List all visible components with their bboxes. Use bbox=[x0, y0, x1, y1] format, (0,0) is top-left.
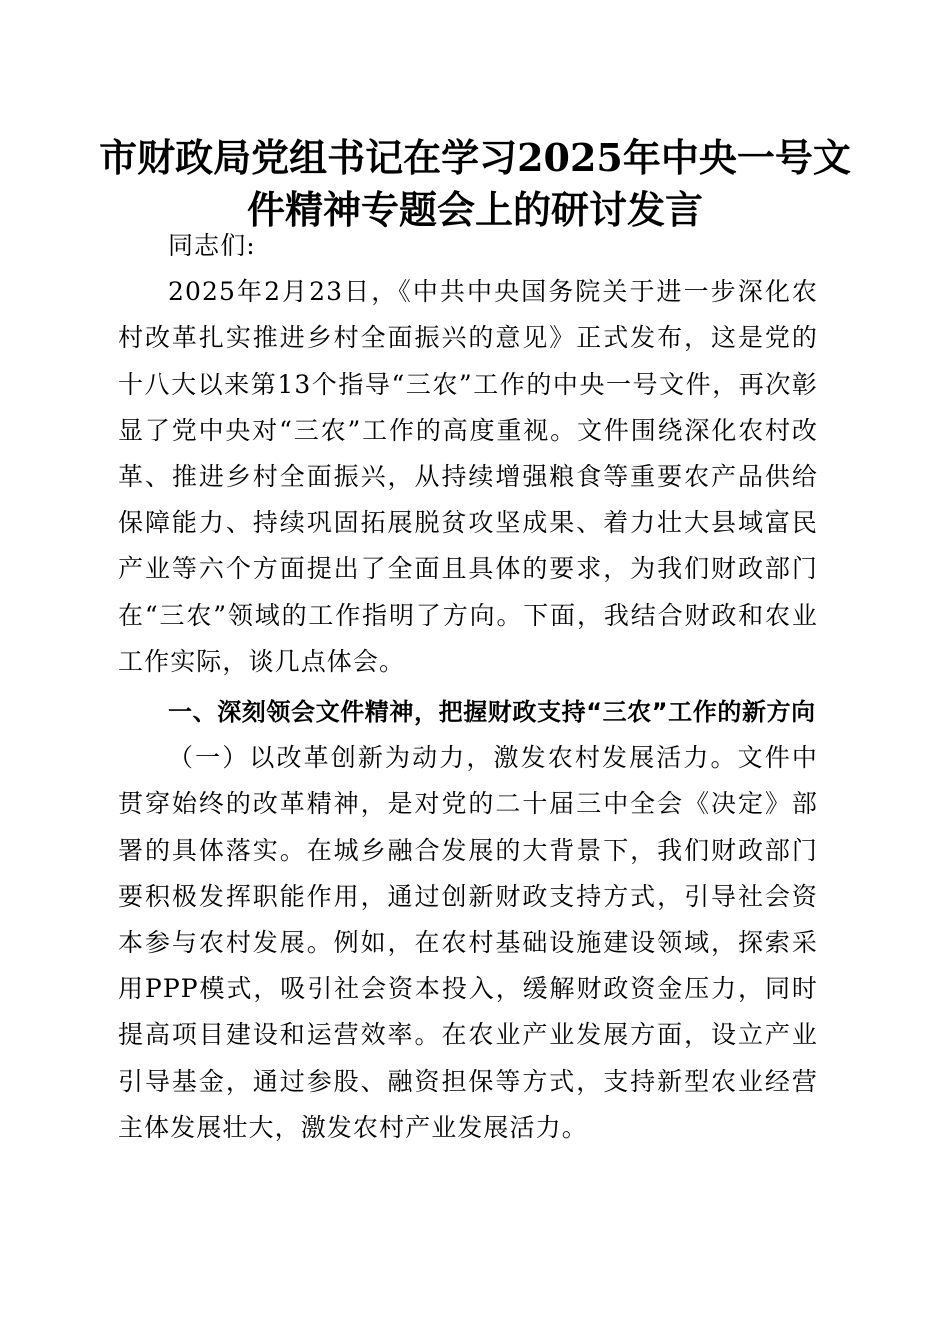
document-body bbox=[118, 223, 818, 1151]
salutation: 同志们: bbox=[168, 231, 256, 260]
title-line-2: 件精神专题会上的研讨发言 bbox=[246, 187, 703, 232]
section-heading-1: 一、深刻领会文件精神，把握财政支持“三农”工作的新方向 bbox=[168, 698, 816, 727]
paragraph-intro: 2025年2月23日，《中共中央国务院关于进一步深化农村改革扎实推进乡村全面振兴的意见》正式发布，这是党的十八大以来第13个指导“三农”工作的中央一号文件，再次彰显了党中央对“三农”工作的高度重视。文件围绕深化农村改革、推进乡村全面振兴，从持续增强粮食等重要农产品供给保障能力、持续巩固拓展脱贫攻坚成果、着力壮大县域富民产业等六个方面提出了全面且具体的要求，为我们财政部门在“三农”领域的工作指明了方向。下面，我结合财政和农业工作实际，谈几点体会。 bbox=[118, 277, 818, 676]
paragraph-subsection-1: （一）以改革创新为动力，激发农村发展活力。文件中贯穿始终的改革精神，是对党的二十届三中全会《决定》部署的具体落实。在城乡融合发展的大背景下，我们财政部门要积极发挥职能作用，通过创新财政支持方式，引导社会资本参与农村发展。例如，在农村基础设施建设领域，探索采用PPP模式，吸引社会资本投入，缓解财政资金压力，同时提高项目建设和运营效率。在农业产业发展方面，设立产业引导基金，通过参股、融资担保等方式，支持新型农业经营主体发展壮大，激发农村产业发展活力。 bbox=[118, 743, 818, 1142]
title-line-1: 市财政局党组书记在学习2025年中央一号文 bbox=[99, 135, 851, 180]
document-title bbox=[90, 132, 860, 236]
